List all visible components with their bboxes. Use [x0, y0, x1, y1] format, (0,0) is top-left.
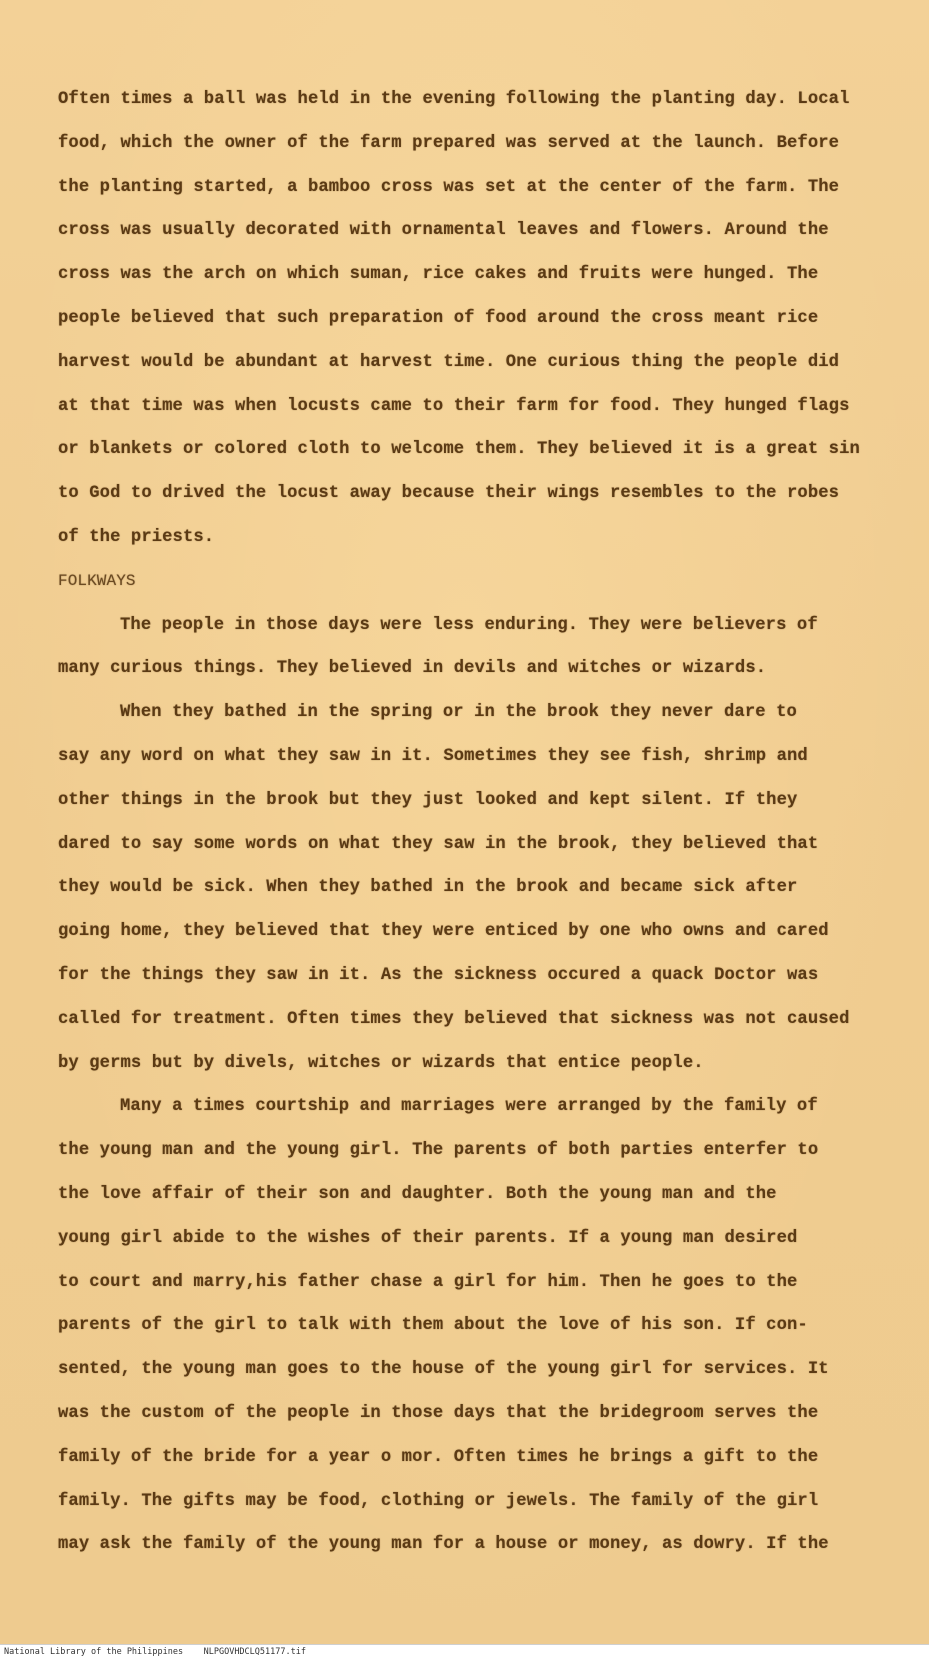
paragraph-courtship [58, 1085, 898, 1567]
text-line: by germs but by divels, witches or wizards that entice people. [58, 1053, 704, 1073]
text-line: for the things they saw in it. As the sickness occured a quack Doctor was [58, 965, 819, 985]
text-line: they would be sick. When they bathed in the brook and became sick after [58, 878, 798, 898]
text-line: the young man and the young girl. The parents of both parties enterfer to [58, 1141, 819, 1161]
text-line: people believed that such preparation of food around the cross meant rice [58, 308, 819, 328]
paragraph-bathing [58, 691, 898, 1085]
text-line: the love affair of their son and daughter. Both the young man and the [58, 1184, 777, 1204]
text-line: of the priests. [58, 527, 215, 547]
text-line: sented, the young man goes to the house of the young girl for services. It [58, 1360, 829, 1380]
text-line: cross was usually decorated with ornamental leaves and flowers. Around the [58, 221, 829, 241]
text-line: many curious things. They believed in devils and witches or wizards. [58, 659, 767, 679]
text-line: other things in the brook but they just looked and kept silent. If they [58, 790, 798, 810]
paragraph-planting-ball [58, 78, 898, 560]
text-line: family of the bride for a year o mor. Often times he brings a gift to the [58, 1447, 819, 1467]
text-line: the planting started, a bamboo cross was set at the center of the farm. The [58, 177, 840, 197]
text-line: food, which the owner of the farm prepared was served at the launch. Before [58, 133, 840, 153]
text-line: harvest would be abundant at harvest time. One curious thing the people did [58, 352, 840, 372]
text-line: Many a times courtship and marriages were arranged by the family of [120, 1097, 818, 1117]
text-line: family. The gifts may be food, clothing or jewels. The family of the girl [58, 1491, 819, 1511]
text-line: was the custom of the people in those days that the bridegroom serves the [58, 1403, 819, 1423]
text-line: to court and marry,his father chase a girl for him. Then he goes to the [58, 1272, 798, 1292]
text-line: young girl abide to the wishes of their parents. If a young man desired [58, 1228, 798, 1248]
paragraph-believers [58, 604, 898, 692]
text-line: at that time was when locusts came to their farm for food. They hunged flags [58, 396, 850, 416]
scan-footer [0, 1644, 929, 1659]
text-line: When they bathed in the spring or in the brook they never dare to [120, 703, 797, 723]
text-line: The people in those days were less enduring. They were believers of [120, 615, 818, 635]
text-line: parents of the girl to talk with them about the love of his son. If con- [58, 1316, 808, 1336]
text-line: Often times a ball was held in the evening following the planting day. Local [58, 90, 850, 109]
text-line: called for treatment. Often times they believed that sickness was not caused [58, 1009, 850, 1029]
text-line: cross was the arch on which suman, rice cakes and fruits were hunged. The [58, 265, 819, 285]
typewritten-text-body [58, 78, 898, 1567]
text-line: going home, they believed that they were enticed by one who owns and cared [58, 922, 829, 942]
footer-filename: NLPGOVHDCLQ51177.tif [203, 1647, 306, 1657]
footer-caption [4, 1646, 306, 1658]
text-line: dared to say some words on what they saw in the brook, they believed that [58, 834, 819, 854]
text-line: may ask the family of the young man for a house or money, as dowry. If the [58, 1535, 829, 1555]
text-line: say any word on what they saw in it. Sometimes they see fish, shrimp and [58, 746, 808, 766]
text-line: to God to drived the locust away because their wings resembles to the robes [58, 484, 840, 504]
footer-library: National Library of the Philippines [4, 1647, 184, 1657]
text-line: or blankets or colored cloth to welcome them. They believed it is a great sin [58, 440, 860, 460]
section-heading-folkways: FOLKWAYS [58, 571, 136, 590]
